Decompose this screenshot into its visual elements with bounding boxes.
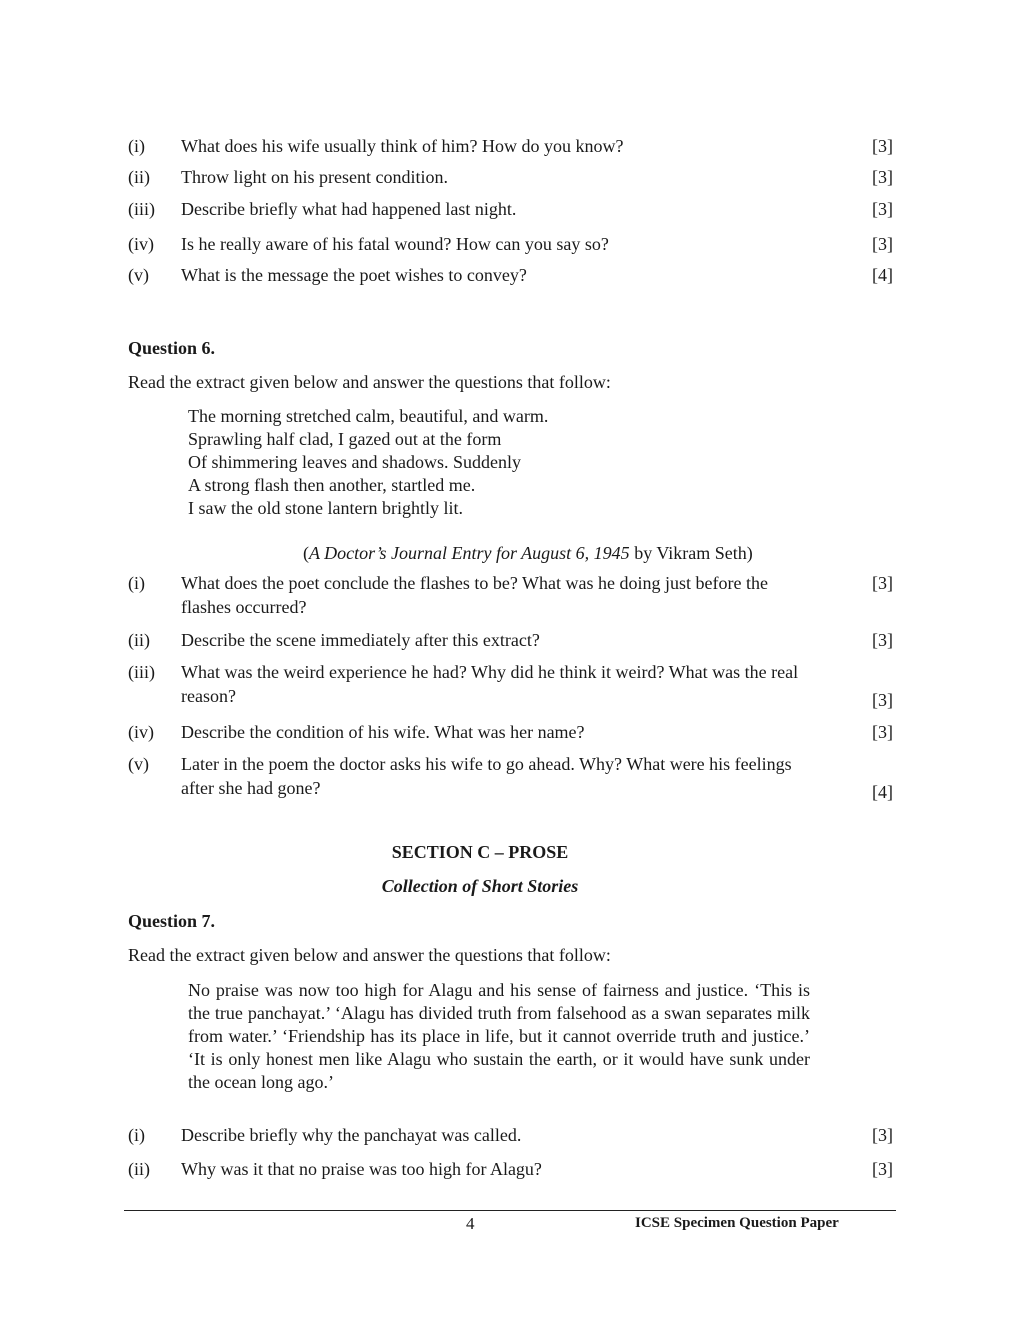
part-number: (v) — [128, 265, 149, 285]
part-number: (ii) — [128, 1159, 150, 1179]
part-number: (iii) — [128, 199, 155, 219]
footer-divider — [124, 1210, 896, 1211]
part-marks: [3] — [872, 167, 893, 187]
part-marks: [3] — [872, 630, 893, 650]
part-text: Describe the condition of his wife. What was her name? — [181, 722, 585, 742]
part-marks: [3] — [872, 722, 893, 742]
part-number: (iv) — [128, 722, 154, 742]
part-text: What was the weird experience he had? Why did he think it weird? What was the real reason? — [181, 662, 799, 706]
part-number: (ii) — [128, 630, 150, 650]
part-marks: [3] — [872, 199, 893, 219]
part-number: (i) — [128, 1125, 145, 1145]
section-title: SECTION C – PROSE — [391, 842, 569, 862]
part-marks: [3] — [872, 690, 893, 710]
question-6-heading: Question 6. — [128, 338, 216, 358]
part-number: (v) — [128, 754, 149, 774]
part-text: What does his wife usually think of him? How do you know? — [181, 136, 624, 156]
poem-line: Of shimmering leaves and shadows. Suddenly — [188, 452, 521, 472]
part-number: (iv) — [128, 234, 154, 254]
part-number: (ii) — [128, 167, 150, 187]
question-7-heading: Question 7. — [128, 911, 216, 931]
part-text: Describe briefly what had happened last night. — [181, 199, 517, 219]
question-6-intro: Read the extract given below and answer the questions that follow: — [128, 372, 611, 392]
part-marks: [3] — [872, 234, 893, 254]
poem-line: Sprawling half clad, I gazed out at the form — [188, 429, 502, 449]
part-text: Throw light on his present condition. — [181, 167, 448, 187]
part-number: (i) — [128, 136, 145, 156]
poem-extract — [188, 405, 548, 520]
part-text: Describe the scene immediately after this extract? — [181, 630, 540, 650]
poem-line: The morning stretched calm, beautiful, and warm. — [188, 406, 549, 426]
page-number: 4 — [466, 1214, 475, 1233]
part-marks: [4] — [872, 265, 893, 285]
part-text: Why was it that no praise was too high for Alagu? — [181, 1159, 542, 1179]
source-title: A Doctor’s Journal Entry for August 6, 1945 — [309, 543, 630, 563]
part-number: (iii) — [128, 662, 155, 682]
part-text: Is he really aware of his fatal wound? How can you say so? — [181, 234, 609, 254]
footer-title: ICSE Specimen Question Paper — [635, 1215, 839, 1231]
question-7-intro: Read the extract given below and answer the questions that follow: — [128, 945, 611, 965]
part-marks: [3] — [872, 136, 893, 156]
section-subtitle: Collection of Short Stories — [381, 876, 579, 896]
source-open: ( — [303, 543, 309, 563]
part-text: Later in the poem the doctor asks his wife to go ahead. Why? What were his feelings after she had gone? — [181, 754, 792, 798]
source-author: by Vikram Seth) — [629, 543, 753, 563]
part-text: What does the poet conclude the flashes to be? What was he doing just before the flashes occurred? — [181, 573, 768, 617]
part-marks: [3] — [872, 1125, 893, 1145]
part-marks: [3] — [872, 573, 893, 593]
part-text: Describe briefly why the panchayat was called. — [181, 1125, 522, 1145]
poem-line: A strong flash then another, startled me. — [188, 475, 476, 495]
part-marks: [3] — [872, 1159, 893, 1179]
part-marks: [4] — [872, 782, 893, 802]
poem-source — [303, 543, 753, 564]
prose-extract: No praise was now too high for Alagu and his sense of fairness and justice. ‘This is the true panchayat.’ ‘Alagu has divided truth from falsehood as a swan separates milk from water.’ ‘Friendship has its place in life, but it cannot override truth and justice.’ ‘It is only honest men like Alagu who sustain the earth, or it would have sunk under the ocean long ago.’ — [188, 980, 810, 1092]
part-number: (i) — [128, 573, 145, 593]
poem-line: I saw the old stone lantern brightly lit. — [188, 498, 463, 518]
part-text: What is the message the poet wishes to convey? — [181, 265, 527, 285]
